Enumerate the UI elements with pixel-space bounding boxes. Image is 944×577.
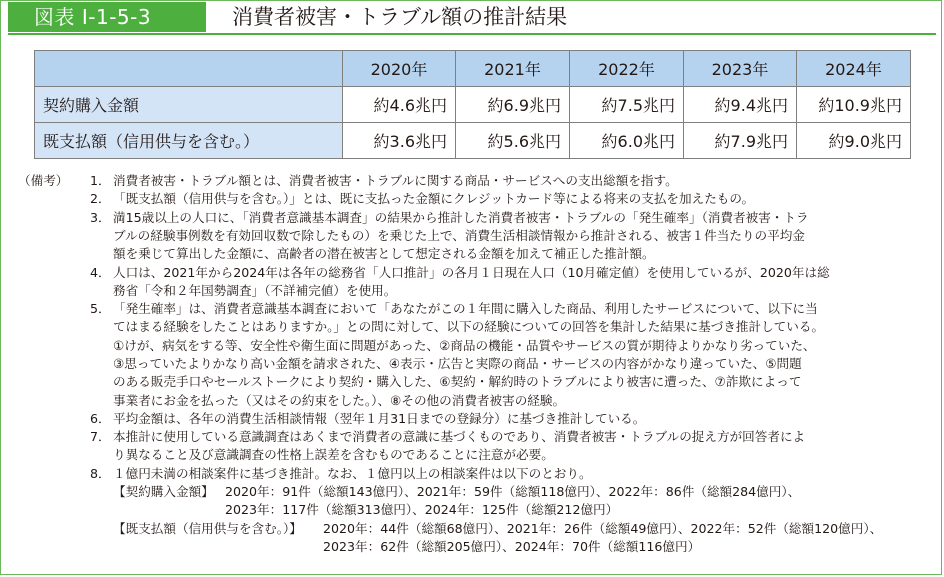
note-text: 本推計に使用している意識調査はあくまで消費者の意識に基づくものであり、消費者被害・トラブルの捉え方が回答者によ り異なること及び意識調査の性格上誤差を含むものであることに注意が必要。: [113, 429, 806, 463]
table-cell: 約6.0兆円: [570, 123, 684, 159]
table-cell: 約7.9兆円: [684, 123, 797, 159]
table-cell: 約10.9兆円: [797, 87, 911, 123]
contract-detail-line: 2023年：117件（総額313億円）、2024年：125件（総額212億円）: [225, 502, 619, 518]
note-text: 「既支払額（信用供与を含む。）」とは、既に支払った金額にクレジットカード等による将来の支払を加えたもの。: [113, 191, 755, 207]
note-text: 平均金額は、各年の消費生活相談情報（翌年１月31日までの登録分）に基づき推計している。: [113, 410, 646, 426]
table-cell: 約9.0兆円: [797, 123, 911, 159]
table-cell: 約5.6兆円: [456, 123, 570, 159]
table-header-row: [35, 51, 911, 87]
paid-detail-line: 2020年：44件（総額68億円）、2021年：26件（総額49億円）、2022年：52件（総額120億円）、: [323, 520, 883, 536]
paid-detail-line: 2023年：62件（総額205億円）、2024年：70件（総額116億円）: [323, 539, 701, 554]
figure-label: 図表 I-1-5-3: [8, 2, 206, 32]
contract-detail-line: 2020年：91件（総額143億円）、2021年：59件（総額118億円）、2022年：86件（総額284億円）、: [225, 484, 801, 500]
table-cell: 約4.6兆円: [343, 87, 456, 123]
note-number: 8．: [90, 465, 111, 481]
note-number: 4．: [90, 264, 111, 280]
note-number: 2．: [90, 191, 111, 207]
column-header: 2022年: [570, 51, 684, 87]
note-number: 5．: [90, 301, 111, 317]
column-header: 2020年: [343, 51, 456, 87]
table-cell: 約6.9兆円: [456, 87, 570, 123]
contract-label: 【契約購入金額】: [113, 484, 214, 500]
notes-heading: （備考）: [18, 173, 69, 188]
table-row: [35, 123, 911, 159]
table-cell: 約3.6兆円: [343, 123, 456, 159]
column-header: 2021年: [456, 51, 570, 87]
note-text: 人口は、2021年から2024年は各年の総務省「人口推計」の各月１日現在人口（10月確定値）を使用しているが、2020年は総 務省「令和２年国勢調査」（不詳補完値）を使用。: [113, 264, 830, 298]
table-cell: 約7.5兆円: [570, 87, 684, 123]
row-label: 既支払額（信用供与を含む。）: [35, 123, 343, 159]
figure-title: 消費者被害・トラブル額の推計結果: [232, 5, 568, 29]
note-number: 1．: [90, 173, 111, 188]
note-number: 6．: [90, 410, 111, 426]
column-header: 2023年: [684, 51, 797, 87]
note-text: 満15歳以上の人口に、「消費者意識基本調査」の結果から推計した消費者被害・トラブルの「発生確率」（消費者被害・トラ ブルの経験事例数を有効回収数で除したもの）を乗じた上で、消費生活相談情報から推計される、被害１件当たりの平均金 額を乗じて算出した金額に、高齢者の潜在被害として想定される金額を加えて補正した推計額。: [113, 209, 809, 262]
corner-cell: [35, 51, 343, 87]
note-text: 消費者被害・トラブル額とは、消費者被害・トラブルに関する商品・サービスへの支出総額を指す。: [113, 173, 678, 188]
note-text: 「発生確率」は、消費者意識基本調査において「あなたがこの１年間に購入した商品、利用したサービスについて、以下に当 てはまる経験をしたことはありますか。」との問に対して、以下の経験についての回答を集計した結果に基づき推計している。 ①けが、病気をする等、安全性や衛生面に問題があった、②商品の機能・品質やサービスの質が期待よりかなり劣っていた、 ③思っていたよりかなり高い金額を請求された、④表示・広告と実際の商品・サービスの内容がかなり違っていた、⑤問題 のある販売手口やセールストークにより契約・購入した、⑥契約・解約時のトラブルにより被害に遭った、⑦詐欺によって 事業者にお金を払った（又はその約束をした。）、⑧その他の消費者被害の経験。: [113, 301, 825, 408]
table-cell: 約9.4兆円: [684, 87, 797, 123]
note-number: 7．: [90, 429, 111, 445]
note-number: 3．: [90, 209, 111, 225]
paid-label: 【既支払額（信用供与を含む。）】: [113, 520, 302, 536]
figure-header: [0, 0, 944, 34]
title-rule: [8, 33, 936, 35]
row-label: 契約購入金額: [35, 87, 343, 123]
column-header: 2024年: [797, 51, 911, 87]
table-row: [35, 87, 911, 123]
note-text: １億円未満の相談案件に基づき推計。なお、１億円以上の相談案件は以下のとおり。: [113, 465, 592, 481]
data-table: [34, 50, 911, 159]
